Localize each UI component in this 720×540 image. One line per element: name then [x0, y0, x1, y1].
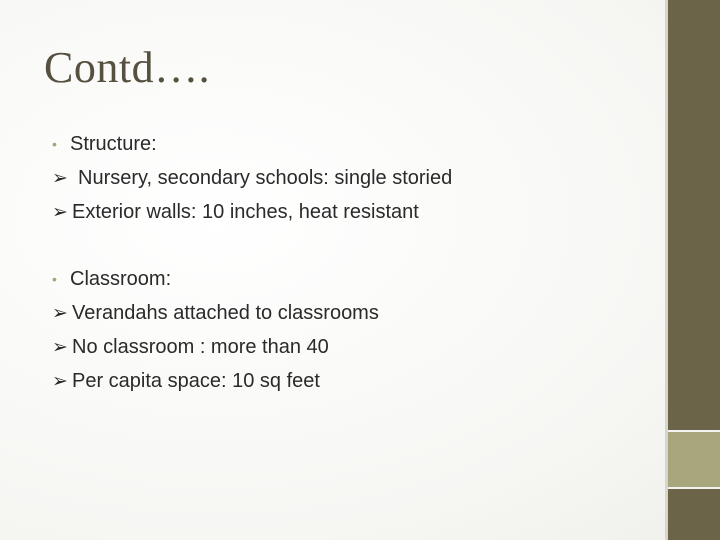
arrow-bullet-icon: ➢ — [52, 167, 68, 189]
arrow-bullet-icon: ➢ — [52, 302, 68, 324]
arrow-bullet-icon: ➢ — [52, 336, 68, 358]
list-item: ➢ Verandahs attached to classrooms — [52, 299, 652, 333]
list-item: ➢ Exterior walls: 10 inches, heat resistant — [52, 198, 652, 232]
section-heading: • Structure: — [52, 130, 652, 164]
sidebar-bar-top — [668, 0, 720, 430]
slide-content — [52, 130, 652, 401]
slide-title: Contd…. — [44, 43, 211, 92]
arrow-bullet-icon: ➢ — [52, 201, 68, 223]
list-item: ➢ No classroom : more than 40 — [52, 333, 652, 367]
list-item: ➢ Nursery, secondary schools: single storied — [52, 164, 652, 198]
bullet-dot-icon: • — [52, 136, 57, 152]
sidebar-bar-bottom — [668, 489, 720, 540]
bullet-dot-icon: • — [52, 271, 57, 287]
sidebar-bar-middle — [668, 432, 720, 487]
section-heading: • Classroom: — [52, 265, 652, 299]
section-spacer — [52, 232, 652, 265]
arrow-bullet-icon: ➢ — [52, 370, 68, 392]
list-item: ➢ Per capita space: 10 sq feet — [52, 367, 652, 401]
